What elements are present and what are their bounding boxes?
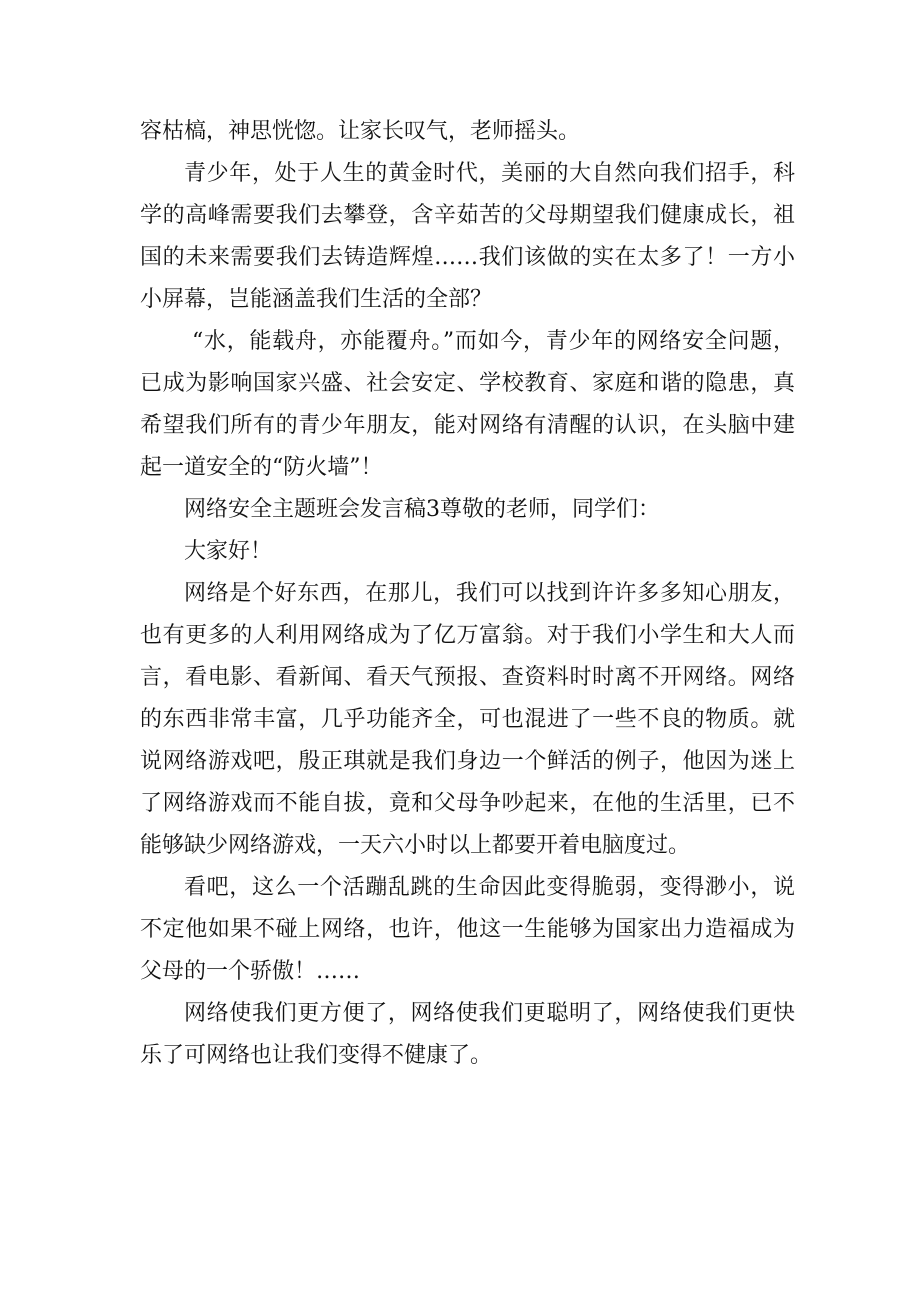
paragraph-youth-golden-age: 青少年，处于人生的黄金时代，美丽的大自然向我们招手，科学的高峰需要我们去攀登，含辛茹苦的父母期望我们健康成长，祖国的未来需要我们去铸造辉煌……我们该做的实在太多了！一方小小屏幕，岂能涵盖我们生活的全部？	[140, 161, 795, 312]
paragraph-network-security-issue: “水，能载舟，亦能覆舟。”而如今，青少年的网络安全问题，已成为影响国家兴盛、社会安定、学校教育、家庭和谐的隐患，真希望我们所有的青少年朋友，能对网络有清醒的认识，在头脑中建起一道安全的“防火墙”！	[140, 329, 795, 480]
paragraph-continuation: 容枯槁，神思恍惚。让家长叹气，老师摇头。	[140, 119, 581, 144]
paragraph-conclusion: 网络使我们更方便了，网络使我们更聪明了，网络使我们更快乐了可网络也让我们变得不健康了。	[140, 1001, 795, 1068]
document-body	[140, 111, 795, 1077]
paragraph-fragile-life: 看吧，这么一个活蹦乱跳的生命因此变得脆弱，变得渺小，说不定他如果不碰上网络，也许，他这一生能够为国家出力造福成为父母的一个骄傲！……	[140, 875, 795, 984]
paragraph-greeting: 大家好！	[184, 539, 273, 564]
paragraph-network-good-and-bad: 网络是个好东西，在那儿，我们可以找到许许多多知心朋友，也有更多的人利用网络成为了亿万富翁。对于我们小学生和大人而言，看电影、看新闻、看天气预报、查资料时时离不开网络。网络的东西非常丰富，几乎功能齐全，可也混进了一些不良的物质。就说网络游戏吧，殷正琪就是我们身边一个鲜活的例子，他因为迷上了网络游戏而不能自拔，竟和父母争吵起来，在他的生活里，已不能够缺少网络游戏，一天六小时以上都要开着电脑度过。	[140, 581, 795, 858]
paragraph-speech-title: 网络安全主题班会发言稿3尊敬的老师，同学们：	[184, 497, 660, 522]
